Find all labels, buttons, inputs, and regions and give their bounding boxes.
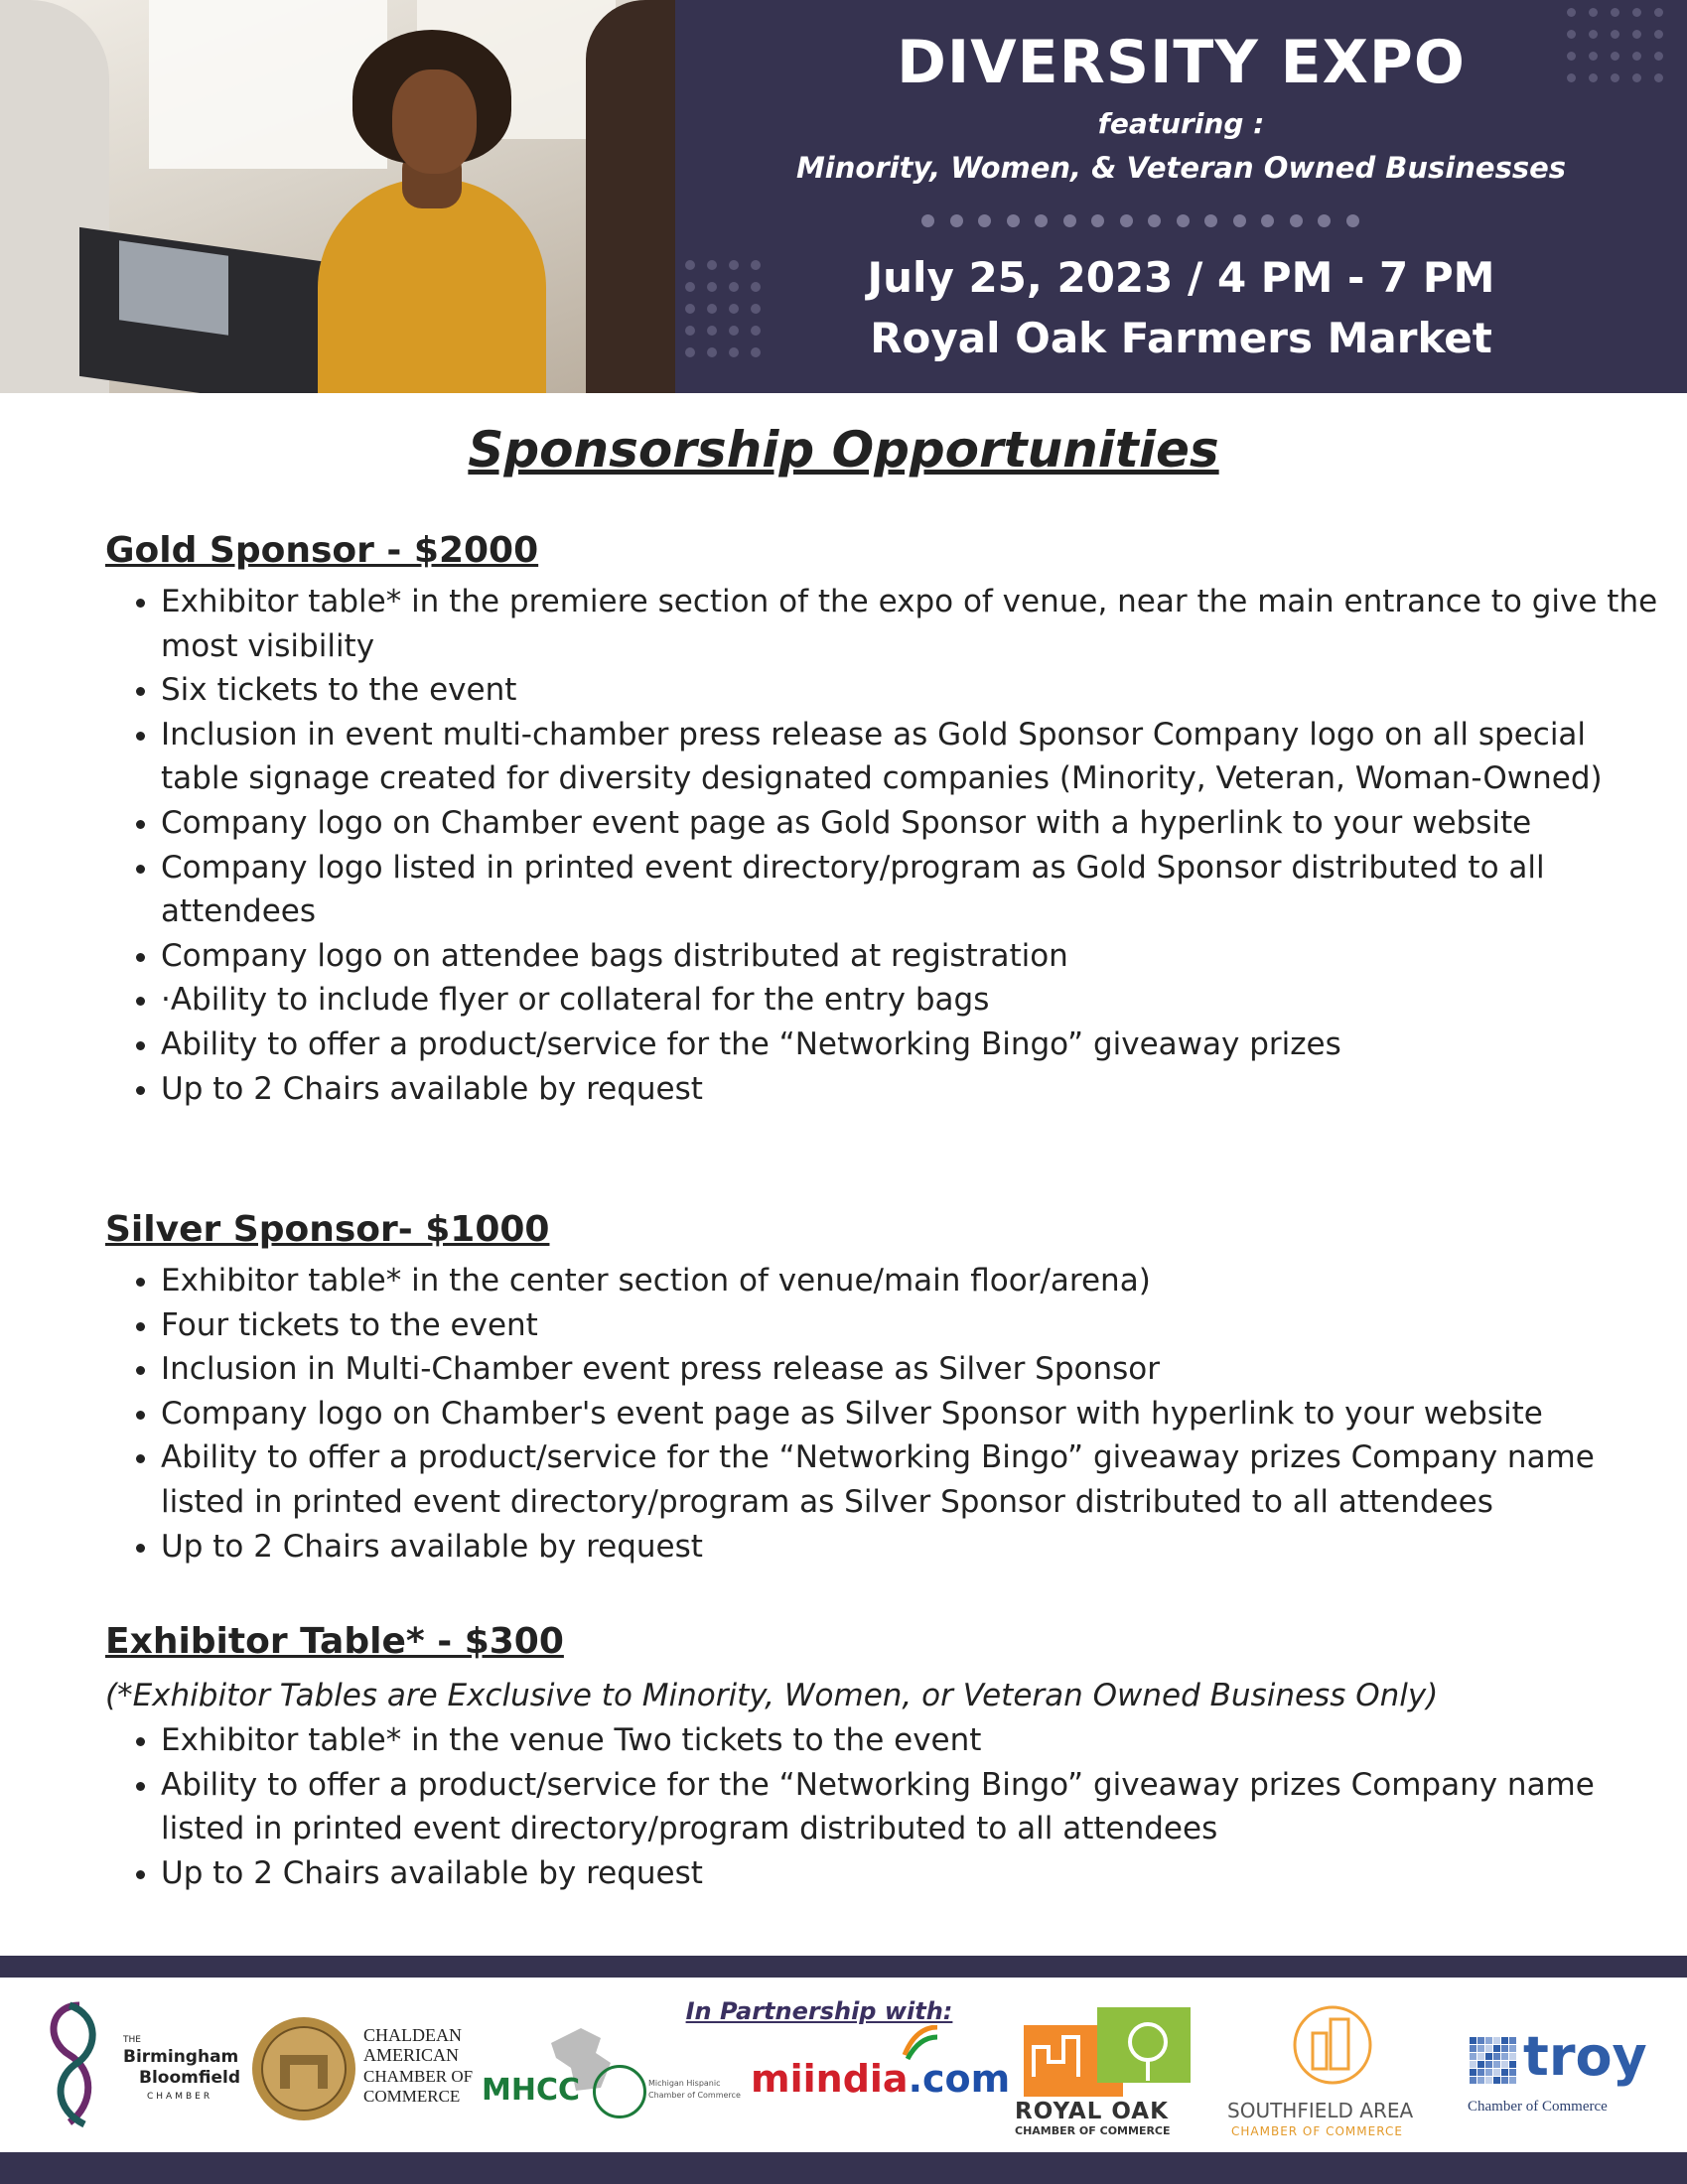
troy-grid-cell bbox=[1501, 2037, 1508, 2044]
troy-grid-cell bbox=[1493, 2053, 1500, 2060]
troy-grid-cell bbox=[1485, 2069, 1492, 2076]
exhibitor-note: (*Exhibitor Tables are Exclusive to Minority, Women, or Veteran Owned Business Only) bbox=[105, 1678, 1439, 1713]
chaldean-seal-icon bbox=[250, 2015, 357, 2122]
troy-grid-cell bbox=[1485, 2037, 1492, 2044]
birmingham-bloomfield-emblem bbox=[40, 1995, 109, 2134]
list-item: • Ability to offer a product/service for the “Networking Bingo” giveaway prizes Company name listed in printed event directory/program distributed to all attendees bbox=[161, 1763, 1670, 1851]
decorative-dot bbox=[729, 304, 739, 314]
decorative-dot bbox=[1177, 214, 1190, 227]
list-item: • Inclusion in event multi-chamber press release as Gold Sponsor Company logo on all special table signage created for diversity designated companies (Minority, Veteran, Woman-Owned) bbox=[161, 713, 1670, 801]
decorative-dot bbox=[1261, 214, 1274, 227]
mhcc-logo: MHCC Michigan Hispanic Chamber of Commerce bbox=[482, 2013, 740, 2122]
decorative-dot bbox=[1589, 8, 1598, 17]
troy-grid-cell bbox=[1485, 2061, 1492, 2068]
decorative-dot bbox=[1290, 214, 1303, 227]
troy-grid-cell bbox=[1470, 2053, 1476, 2060]
decorative-dot bbox=[921, 214, 934, 227]
event-subtitle: Minority, Women, & Veteran Owned Businesses bbox=[795, 151, 1567, 185]
troy-grid-cell bbox=[1493, 2077, 1500, 2084]
decorative-dot bbox=[1063, 214, 1076, 227]
troy-grid-cell bbox=[1477, 2061, 1484, 2068]
list-item: • Company logo on attendee bags distributed at registration bbox=[161, 934, 1670, 979]
list-item: • Exhibitor table* in the premiere section of the expo of venue, near the main entrance to give the most visibility bbox=[161, 580, 1670, 668]
list-item: • Ability to offer a product/service for the “Networking Bingo” giveaway prizes bbox=[161, 1023, 1670, 1067]
exhibitor-table-list bbox=[117, 1718, 1670, 1895]
decorative-dot bbox=[1233, 214, 1246, 227]
troy-grid-cell bbox=[1485, 2053, 1492, 2060]
royal-oak-chamber-logo: ROYAL OAK CHAMBER OF COMMERCE bbox=[1011, 2007, 1204, 2136]
list-item: • Company logo on Chamber event page as Gold Sponsor with a hyperlink to your website bbox=[161, 801, 1670, 846]
troy-grid-cell bbox=[1509, 2069, 1516, 2076]
decorative-dot bbox=[1654, 8, 1663, 17]
troy-grid-cell bbox=[1501, 2053, 1508, 2060]
decorative-dot bbox=[1035, 214, 1048, 227]
troy-grid-cell bbox=[1477, 2053, 1484, 2060]
decorative-dot bbox=[1346, 214, 1359, 227]
list-item: • Six tickets to the event bbox=[161, 668, 1670, 713]
event-location: Royal Oak Farmers Market bbox=[870, 314, 1492, 362]
royal-oak-skyline-icon bbox=[1024, 2007, 1191, 2097]
troy-grid-cell bbox=[1485, 2077, 1492, 2084]
list-item: • Up to 2 Chairs available by request bbox=[161, 1067, 1670, 1112]
decorative-dot bbox=[1567, 8, 1576, 17]
troy-grid-cell bbox=[1470, 2061, 1476, 2068]
decorative-dot bbox=[1204, 214, 1217, 227]
event-title: DIVERSITY EXPO bbox=[897, 28, 1466, 97]
gold-sponsor-title: Gold Sponsor - $2000 bbox=[105, 530, 539, 571]
list-item: • Exhibitor table* in the center section of venue/main floor/arena) bbox=[161, 1259, 1670, 1303]
troy-chamber-logo: troy Chamber of Commerce bbox=[1468, 2025, 1647, 2115]
troy-grid-cell bbox=[1470, 2069, 1476, 2076]
troy-grid-cell bbox=[1509, 2077, 1516, 2084]
event-date: July 25, 2023 / 4 PM - 7 PM bbox=[867, 253, 1495, 302]
exhibitor-table-title: Exhibitor Table* - $300 bbox=[105, 1621, 564, 1662]
silver-sponsor-title: Silver Sponsor- $1000 bbox=[105, 1209, 550, 1250]
list-item: • Four tickets to the event bbox=[161, 1303, 1670, 1348]
southfield-building-icon bbox=[1291, 2003, 1374, 2087]
troy-grid-cell bbox=[1477, 2077, 1484, 2084]
decorative-dot bbox=[751, 304, 761, 314]
troy-grid-cell bbox=[1470, 2045, 1476, 2052]
list-item: • Up to 2 Chairs available by request bbox=[161, 1525, 1670, 1570]
gold-sponsor-list bbox=[117, 580, 1670, 1111]
list-item: • Company logo on Chamber's event page as Silver Sponsor with hyperlink to your website bbox=[161, 1392, 1670, 1436]
troy-grid-cell bbox=[1509, 2053, 1516, 2060]
troy-grid-icon bbox=[1470, 2037, 1517, 2085]
silver-sponsor-list bbox=[117, 1259, 1670, 1569]
decorative-dot bbox=[1611, 8, 1619, 17]
troy-grid-cell bbox=[1470, 2077, 1476, 2084]
troy-grid-cell bbox=[1493, 2069, 1500, 2076]
list-item: • ·Ability to include flyer or collateral for the entry bags bbox=[161, 978, 1670, 1023]
decorative-dot bbox=[1007, 214, 1020, 227]
birmingham-bloomfield-logo: THE Birmingham Bloomfield CHAMBER bbox=[40, 1995, 243, 2134]
troy-grid-cell bbox=[1501, 2045, 1508, 2052]
decorative-dot bbox=[1091, 214, 1104, 227]
troy-grid-cell bbox=[1493, 2037, 1500, 2044]
footer-bar-top bbox=[0, 1956, 1687, 1978]
decorative-dot bbox=[707, 304, 717, 314]
event-featuring: featuring : bbox=[1097, 107, 1265, 140]
partnership-label: In Partnership with: bbox=[685, 1997, 953, 2025]
troy-grid-cell bbox=[1501, 2069, 1508, 2076]
troy-grid-cell bbox=[1477, 2045, 1484, 2052]
mhcc-h-icon bbox=[593, 2065, 646, 2118]
troy-grid-cell bbox=[1509, 2061, 1516, 2068]
troy-grid-cell bbox=[1493, 2045, 1500, 2052]
decorative-dot bbox=[1318, 214, 1331, 227]
decorative-dot bbox=[1632, 8, 1641, 17]
troy-grid-cell bbox=[1493, 2061, 1500, 2068]
troy-grid-cell bbox=[1509, 2045, 1516, 2052]
page-heading: Sponsorship Opportunities bbox=[468, 421, 1219, 478]
miindia-flag-swoosh-icon bbox=[900, 2025, 939, 2061]
troy-grid-cell bbox=[1485, 2045, 1492, 2052]
decorative-dot bbox=[685, 304, 695, 314]
header-banner bbox=[0, 0, 1687, 393]
miindia-logo: miindia.com bbox=[751, 2025, 999, 2105]
footer-bar-bottom bbox=[0, 2152, 1687, 2184]
header-photo bbox=[0, 0, 675, 393]
troy-grid-cell bbox=[1470, 2037, 1476, 2044]
decorative-dot bbox=[1148, 214, 1161, 227]
troy-grid-cell bbox=[1501, 2061, 1508, 2068]
chaldean-american-logo: CHALDEAN AMERICAN CHAMBER OF COMMERCE bbox=[250, 2015, 469, 2124]
list-item: • Ability to offer a product/service for the “Networking Bingo” giveaway prizes Company name listed in printed event directory/program as Silver Sponsor distributed to all attendees bbox=[161, 1435, 1670, 1524]
decorative-dot bbox=[950, 214, 963, 227]
troy-grid-cell bbox=[1477, 2037, 1484, 2044]
troy-grid-cell bbox=[1477, 2069, 1484, 2076]
southfield-chamber-logo: SOUTHFIELD AREA CHAMBER OF COMMERCE bbox=[1223, 2003, 1442, 2132]
decorative-dot bbox=[978, 214, 991, 227]
list-item: • Exhibitor table* in the venue Two tickets to the event bbox=[161, 1718, 1670, 1763]
list-item: • Up to 2 Chairs available by request bbox=[161, 1851, 1670, 1896]
troy-grid-cell bbox=[1509, 2037, 1516, 2044]
list-item: • Company logo listed in printed event directory/program as Gold Sponsor distributed to all attendees bbox=[161, 846, 1670, 934]
list-item: • Inclusion in Multi-Chamber event press release as Silver Sponsor bbox=[161, 1347, 1670, 1392]
troy-grid-cell bbox=[1501, 2077, 1508, 2084]
decorative-dot bbox=[1120, 214, 1133, 227]
